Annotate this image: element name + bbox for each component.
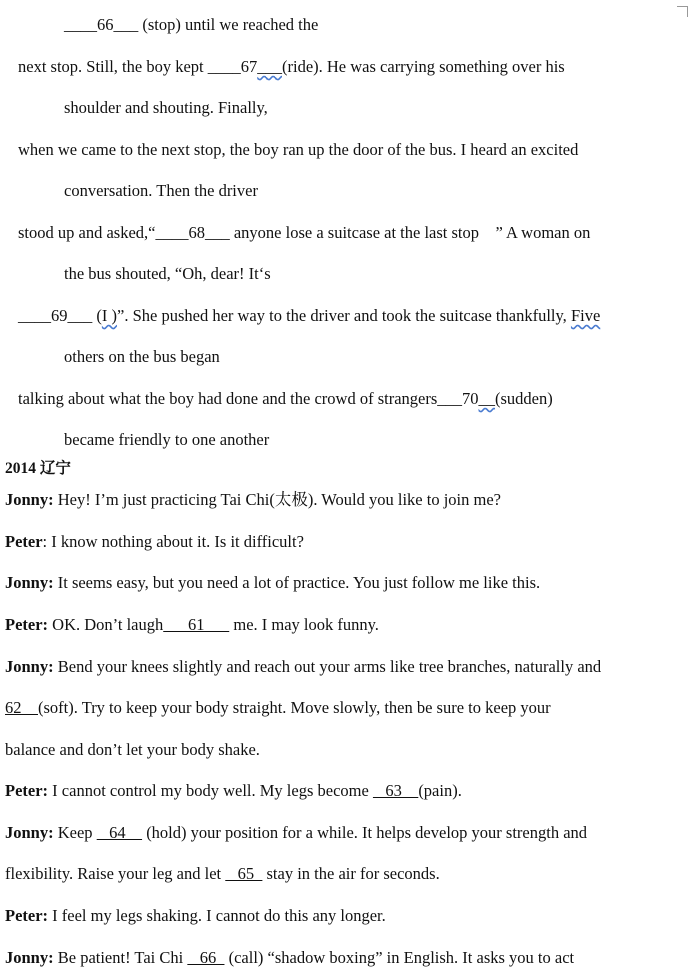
blank-70[interactable]: ___70: [437, 389, 479, 408]
dialogue-line-9: Jonny: Keep 64 (hold) your position for a while. It helps develop your strength and: [5, 823, 588, 842]
passage-line-2: next stop. Still, the boy kept ____67___(ride). He was carrying something over his: [18, 57, 565, 76]
passage-line-4: when we came to the next stop, the boy ran up the door of the bus. I heard an excited: [18, 140, 579, 159]
dialogue-line-7: balance and don’t let your body shake.: [5, 740, 260, 759]
page-corner-mark: [677, 6, 688, 17]
dialogue-line-10: flexibility. Raise your leg and let 65 stay in the air for seconds.: [5, 864, 440, 883]
speaker-peter: Peter:: [5, 615, 49, 634]
passage-line-11: became friendly to one another: [64, 430, 270, 449]
passage-line-8: ____69___ (I )”. She pushed her way to the driver and took the suitcase thankfully, Five: [18, 306, 601, 325]
blank-69[interactable]: ____69___: [18, 306, 93, 325]
blank-65[interactable]: 65: [225, 864, 263, 883]
passage-line-9: others on the bus began: [64, 347, 220, 366]
dialogue-line-8: Peter: I cannot control my body well. My legs become 63 (pain).: [5, 781, 462, 800]
speaker-peter: Peter:: [5, 781, 49, 800]
speaker-jonny: Jonny:: [5, 573, 54, 592]
dialogue-line-1: Jonny: Hey! I’m just practicing Tai Chi(太极). Would you like to join me?: [5, 490, 501, 509]
dialogue-line-11: Peter: I feel my legs shaking. I cannot do this any longer.: [5, 906, 386, 925]
blank-64[interactable]: 64: [96, 823, 143, 842]
passage-line-5: conversation. Then the driver: [64, 181, 258, 200]
passage-line-1: ____66___ (stop) until we reached the: [64, 15, 319, 34]
dialogue-line-6: 62 (soft). Try to keep your body straight. Move slowly, then be sure to keep your: [5, 698, 551, 717]
passage-line-3: shoulder and shouting. Finally,: [64, 98, 268, 117]
blank-62[interactable]: 62: [5, 698, 38, 717]
blank-66[interactable]: ____66___: [64, 15, 139, 34]
speaker-jonny: Jonny:: [5, 657, 54, 676]
speaker-peter: Peter:: [5, 906, 49, 925]
passage-line-6: stood up and asked,“____68___ anyone lose a suitcase at the last stop ” A woman on: [18, 223, 591, 242]
dialogue-line-2: Peter: I know nothing about it. Is it difficult?: [5, 532, 304, 551]
speaker-jonny: Jonny:: [5, 823, 54, 842]
dialogue-line-4: Peter: OK. Don’t laugh 61 me. I may look funny.: [5, 615, 379, 634]
speaker-jonny: Jonny:: [5, 948, 54, 967]
blank-61[interactable]: 61: [163, 615, 230, 634]
speaker-peter: Peter: [5, 532, 43, 551]
section-heading: 2014 辽宁: [5, 460, 71, 477]
passage-line-7: the bus shouted, “Oh, dear! It‘s: [64, 264, 271, 283]
blank-67[interactable]: ____67: [207, 57, 258, 76]
blank-63[interactable]: 63: [372, 781, 419, 800]
dialogue-line-12: Jonny: Be patient! Tai Chi 66 (call) “shadow boxing” in English. It asks you to act: [5, 948, 575, 967]
speaker-jonny: Jonny:: [5, 490, 54, 509]
blank-68[interactable]: ____68___: [155, 223, 230, 242]
blank-66-dialogue[interactable]: 66: [187, 948, 225, 967]
passage-line-10: talking about what the boy had done and the crowd of strangers___70__(sudden): [18, 389, 553, 408]
dialogue-line-5: Jonny: Bend your knees slightly and reach out your arms like tree branches, naturally and: [5, 657, 602, 676]
dialogue-line-3: Jonny: It seems easy, but you need a lot of practice. You just follow me like this.: [5, 573, 541, 592]
